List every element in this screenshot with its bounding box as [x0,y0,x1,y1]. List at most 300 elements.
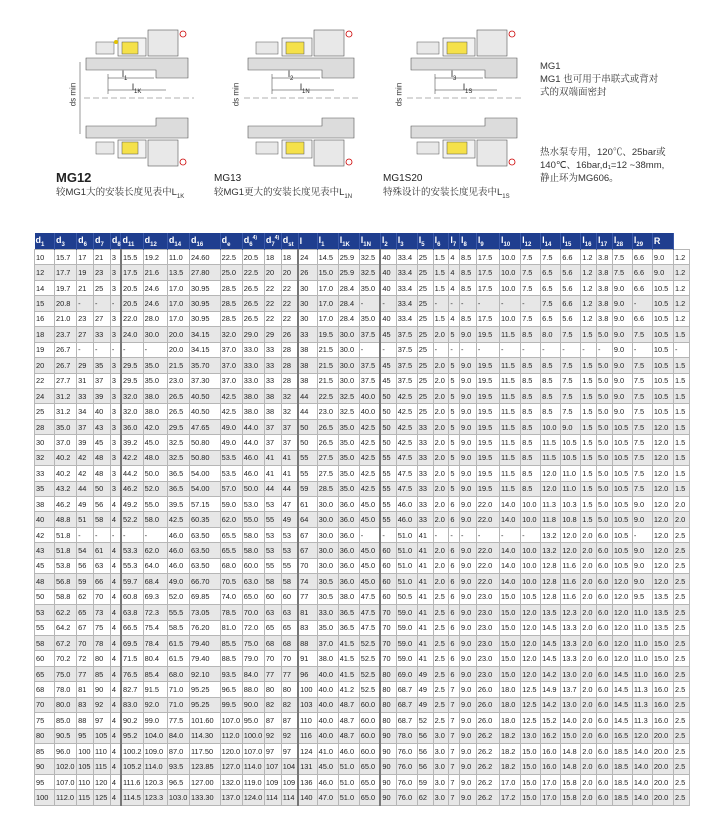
table-cell: 20.0 [167,327,189,342]
table-cell: 6.0 [597,682,613,697]
table-cell: 4 [110,790,121,805]
table-cell: 55 [298,450,317,465]
table-row [35,435,690,450]
table-cell: 38 [35,497,55,512]
table-cell: 25.9 [338,265,359,280]
table-cell: 8.5 [541,358,561,373]
table-cell: 33 [417,466,433,481]
table-cell: 9.0 [459,435,476,450]
table-cell: 8.5 [521,373,541,388]
table-cell: 48 [94,450,111,465]
table-cell: 8.5 [521,466,541,481]
table-cell: 114.0 [143,759,167,774]
table-cell: 100.2 [121,744,143,759]
table-cell: 1.5 [581,435,597,450]
seal-drawing-mg12 [56,18,198,178]
table-cell: 6.6 [561,250,581,265]
table-cell: 45.0 [359,497,380,512]
table-cell: 2.0 [674,497,690,512]
table-cell: 28.4 [338,296,359,311]
table-cell: 97 [94,713,111,728]
table-cell: 6.6 [632,311,652,326]
table-cell: 63.50 [190,527,221,542]
table-cell: 25 [94,280,111,295]
table-cell: 2.0 [581,620,597,635]
table-cell: 48.7 [338,728,359,743]
table-cell: 41.5 [338,651,359,666]
column-header: $d_{11}$ [121,233,143,250]
table-cell: 80 [380,697,396,712]
table-cell: 29.5 [121,373,143,388]
table-cell: 40 [380,311,396,326]
table-cell: 12.5 [521,697,541,712]
table-cell: 38 [298,358,317,373]
table-cell: 127.0 [220,759,242,774]
table-row [35,327,690,342]
table-cell: 107.0 [55,774,77,789]
table-cell: 16.5 [612,728,632,743]
table-cell: 7.5 [521,265,541,280]
table-cell: 115 [94,759,111,774]
table-cell: 50 [380,404,396,419]
table-cell: 40.0 [359,388,380,403]
table-cell: 124.0 [242,790,264,805]
column-header: $d_8$ [110,233,121,250]
table-cell: 12.0 [652,543,673,558]
table-cell: 69.5 [121,635,143,650]
table-cell: 40 [35,512,55,527]
table-cell: 26.5 [167,388,189,403]
column-header: $d_3$ [55,233,77,250]
table-cell: 42.5 [359,450,380,465]
table-cell: 3.8 [597,280,613,295]
table-cell: 12.0 [612,589,632,604]
table-cell: 2.5 [674,728,690,743]
table-cell: 12.0 [612,620,632,635]
table-cell: - [476,296,499,311]
table-cell: 32 [281,404,298,419]
table-cell: - [110,527,121,542]
table-cell: 4 [110,497,121,512]
table-cell: 6.5 [541,280,561,295]
table-cell: 92 [281,728,298,743]
table-cell: - [459,527,476,542]
table-cell: 85.0 [55,713,77,728]
table-cell: 28.5 [317,481,338,496]
table-cell: - [143,342,167,357]
table-cell: 10.0 [500,311,521,326]
table-cell: 32.5 [338,388,359,403]
table-cell: 70.5 [220,574,242,589]
table-cell: 68.0 [220,558,242,573]
table-cell: 6 [449,651,460,666]
table-cell: 55 [380,497,396,512]
table-cell: 39 [94,388,111,403]
column-header: $l_{1K}$ [338,233,359,250]
table-cell: 51.0 [396,527,417,542]
table-cell: 36.0 [121,419,143,434]
table-cell: 20 [35,358,55,373]
table-cell: 70 [380,605,396,620]
table-cell: 15.0 [521,774,541,789]
table-cell: 23.0 [476,589,499,604]
table-cell: - [433,527,449,542]
table-cell: 2.5 [674,620,690,635]
table-cell: 15.2 [541,713,561,728]
table-row [35,342,690,357]
table-cell: 9.0 [561,419,581,434]
table-cell: 65 [77,605,94,620]
table-cell: 70 [281,651,298,666]
table-cell: 65.5 [220,543,242,558]
column-header: $d_6^{4)}$ [242,233,264,250]
table-cell: 44.2 [121,466,143,481]
table-cell: 6.0 [597,558,613,573]
table-cell: 38.0 [338,589,359,604]
table-body [35,250,690,806]
table-row [35,296,690,311]
table-cell: 32.5 [338,404,359,419]
table-cell: 83 [298,620,317,635]
table-cell: 42.0 [143,419,167,434]
table-cell: 10.0 [521,558,541,573]
table-cell: 52 [417,713,433,728]
table-cell: 35.0 [359,280,380,295]
table-cell: 95 [35,774,55,789]
table-cell: 68.7 [396,697,417,712]
table-cell: 9.0 [459,790,476,805]
table-cell: 4 [110,697,121,712]
table-cell: 136 [298,774,317,789]
table-cell: 53.5 [220,450,242,465]
table-cell: 6 [449,666,460,681]
table-cell: 16.2 [541,728,561,743]
figure-description: 较MG1大的安装长度见表中$L_{1K}$ [56,187,185,200]
table-cell: 45 [380,373,396,388]
table-cell: 24.6 [143,296,167,311]
table-cell: 11.6 [561,589,581,604]
table-cell: 7.5 [632,435,652,450]
table-cell: 61 [298,497,317,512]
table-cell: 5.0 [597,373,613,388]
table-cell: 110 [94,744,111,759]
table-cell: 73.05 [190,605,221,620]
table-row [35,651,690,666]
table-cell: 40.50 [190,388,221,403]
table-cell: 4 [110,558,121,573]
table-cell: 28 [281,373,298,388]
table-cell: 19.2 [143,250,167,265]
table-cell: 9.0 [459,543,476,558]
table-cell: 33 [94,327,111,342]
table-cell: 3.8 [597,311,613,326]
table-cell: 37 [264,435,281,450]
table-cell: 41 [417,589,433,604]
table-cell: 18 [264,250,281,265]
table-cell: 28.5 [220,311,242,326]
table-cell: 83.0 [121,697,143,712]
table-cell: 20.5 [121,280,143,295]
table-cell: 6 [449,589,460,604]
table-cell: 59.0 [396,605,417,620]
table-cell: 25 [417,342,433,357]
table-cell: 68.7 [396,713,417,728]
table-cell: 90 [380,728,396,743]
table-cell: 22.0 [476,574,499,589]
table-cell: 46.0 [167,527,189,542]
table-cell: 12.5 [521,713,541,728]
table-cell: 1.5 [674,388,690,403]
table-cell: 5.6 [561,280,581,295]
table-cell: 11.5 [500,450,521,465]
table-cell: 2.5 [433,589,449,604]
table-cell: 100 [77,744,94,759]
table-cell: 7.5 [561,373,581,388]
table-cell: 18.0 [500,682,521,697]
table-cell: 40.50 [190,404,221,419]
table-cell: 82 [264,697,281,712]
table-cell: 1.5 [581,481,597,496]
table-cell: 49.2 [121,497,143,512]
table-cell: 26.5 [317,435,338,450]
table-cell: 11.0 [561,466,581,481]
table-cell: 33 [77,388,94,403]
table-cell: 32.5 [359,265,380,280]
table-cell: 12.0 [652,527,673,542]
table-row [35,512,690,527]
table-cell: 60.0 [359,697,380,712]
ds-min-label: ds min [68,82,78,107]
table-cell: 3 [110,450,121,465]
table-cell: 4 [110,713,121,728]
table-cell: 29.5 [121,358,143,373]
column-header: $d_1$ [35,233,55,250]
table-cell: 85.4 [143,666,167,681]
table-cell: 7 [449,682,460,697]
table-cell: 42.5 [396,404,417,419]
table-cell: 3 [110,265,121,280]
dimension-label: $l_{1K}$ [132,82,142,95]
table-cell: 49 [77,497,94,512]
table-cell: 103 [298,697,317,712]
table-cell: 1.5 [674,481,690,496]
side-note-line: 式的双端面密封 [540,87,607,98]
table-cell: 10.0 [500,265,521,280]
table-cell: 11.3 [632,713,652,728]
table-cell: 26.7 [55,342,77,357]
table-cell: 62.2 [55,605,77,620]
table-cell: 55 [380,512,396,527]
table-cell: 13.5 [167,265,189,280]
table-cell: 6 [449,512,460,527]
table-cell: 6.0 [597,697,613,712]
table-cell: 27.7 [55,373,77,388]
table-cell: 23.0 [167,373,189,388]
table-cell: 2.5 [433,682,449,697]
column-header: R [652,233,673,250]
table-cell: 57.0 [220,481,242,496]
table-cell: 7 [449,713,460,728]
table-cell: 20.0 [652,759,673,774]
table-cell: 2.5 [674,697,690,712]
table-cell: 10.5 [652,373,673,388]
table-row [35,728,690,743]
table-cell: 35 [94,358,111,373]
table-cell: 28.5 [220,296,242,311]
table-cell: 17.0 [541,774,561,789]
table-cell: 13.0 [561,666,581,681]
table-cell: 1.5 [581,404,597,419]
table-cell: 22 [264,296,281,311]
table-cell: 2.0 [433,435,449,450]
table-cell: 30 [298,311,317,326]
table-cell: 47.5 [396,481,417,496]
table-cell: 13.3 [561,635,581,650]
table-cell: 1.5 [581,419,597,434]
table-cell: 72.0 [242,620,264,635]
table-cell: 2.0 [433,574,449,589]
table-cell: 60 [281,589,298,604]
table-cell: 14.0 [632,744,652,759]
table-cell: 7.5 [612,250,632,265]
table-cell: 66.5 [121,620,143,635]
table-cell: 9.0 [459,450,476,465]
table-cell: 95 [77,728,94,743]
table-cell: 54.00 [190,466,221,481]
table-cell: 63.0 [242,574,264,589]
table-cell: 12.0 [652,574,673,589]
table-cell: 8.5 [521,388,541,403]
table-cell: 11.3 [541,497,561,512]
table-cell: 101.60 [190,713,221,728]
table-cell: 49 [417,666,433,681]
table-cell: 63.8 [121,605,143,620]
table-cell: 9.0 [459,589,476,604]
table-cell: 12.8 [541,589,561,604]
table-cell: 10.5 [652,404,673,419]
table-cell: 13.2 [541,527,561,542]
table-cell: 26.7 [55,358,77,373]
table-cell: 26.0 [476,713,499,728]
table-cell: 109 [264,774,281,789]
table-cell: 53 [264,527,281,542]
table-cell: 25 [417,296,433,311]
table-cell: 10.5 [561,435,581,450]
table-cell: 10.0 [500,250,521,265]
table-cell: 67 [77,620,94,635]
table-cell: 109 [281,774,298,789]
table-cell: 115 [77,790,94,805]
table-cell: 63 [281,605,298,620]
table-cell: 14.5 [612,682,632,697]
table-cell: 28 [281,358,298,373]
table-cell: 9.0 [612,404,632,419]
table-cell: 59.0 [396,620,417,635]
table-row [35,450,690,465]
table-cell: 46.0 [167,558,189,573]
table-cell: 41 [417,620,433,635]
table-cell: 9.0 [459,759,476,774]
table-cell: 95.25 [190,682,221,697]
table-cell: 80 [94,651,111,666]
table-cell: 68.0 [167,666,189,681]
table-cell: 21.5 [317,358,338,373]
table-cell: 9.0 [612,358,632,373]
table-cell: 14.0 [561,713,581,728]
table-cell: 11.0 [632,635,652,650]
table-cell: 23.0 [476,651,499,666]
table-cell: 3 [110,373,121,388]
table-cell: 61.5 [167,651,189,666]
table-cell: 15 [35,296,55,311]
table-cell: 45.0 [359,558,380,573]
column-header: $l_5$ [417,233,433,250]
table-cell: 1.5 [674,404,690,419]
table-cell: 1.5 [433,250,449,265]
table-cell: 7.5 [561,404,581,419]
table-cell: 47.65 [190,419,221,434]
table-cell: 11.5 [500,435,521,450]
table-cell: 50.80 [190,435,221,450]
table-cell: 90.2 [121,713,143,728]
table-cell: 41 [417,574,433,589]
table-cell: 33.4 [396,296,417,311]
table-cell: 90 [380,744,396,759]
table-cell: 14.5 [612,713,632,728]
table-cell: 33 [417,497,433,512]
table-cell: 71.0 [167,697,189,712]
table-cell: - [632,296,652,311]
table-cell: 2.5 [674,589,690,604]
table-cell: 137.0 [220,790,242,805]
table-cell: 17.0 [167,296,189,311]
table-cell: 9.0 [459,744,476,759]
table-cell: 33.0 [242,358,264,373]
table-cell: 77 [298,589,317,604]
table-cell: 6.6 [632,265,652,280]
table-cell: 29 [264,327,281,342]
table-cell: 24.0 [121,327,143,342]
table-cell: 7 [449,728,460,743]
table-cell: 80 [281,682,298,697]
table-cell: 26.0 [476,682,499,697]
table-cell: 48 [94,466,111,481]
table-cell: 40.2 [55,466,77,481]
table-cell: 35.0 [338,450,359,465]
table-cell: 26.2 [476,759,499,774]
table-cell: 87 [264,713,281,728]
table-cell: 2.5 [674,682,690,697]
table-cell: 27 [94,311,111,326]
table-cell: 6.0 [597,620,613,635]
table-cell: - [77,296,94,311]
table-cell: 81 [77,682,94,697]
table-cell: 51.0 [338,790,359,805]
table-cell: 60 [264,589,281,604]
table-cell: 1.2 [581,250,597,265]
table-cell: 23.0 [476,666,499,681]
table-cell: 22 [281,280,298,295]
table-cell: 36.0 [338,543,359,558]
table-cell: 68.7 [396,682,417,697]
table-cell: 100.0 [242,728,264,743]
table-cell: 7 [449,697,460,712]
table-cell: 18.2 [500,728,521,743]
table-cell: 60 [380,543,396,558]
table-cell: 37 [281,419,298,434]
table-cell: 15.0 [521,790,541,805]
figure-description: 较MG1更大的安装长度见表中$L_{1N}$ [214,187,353,200]
